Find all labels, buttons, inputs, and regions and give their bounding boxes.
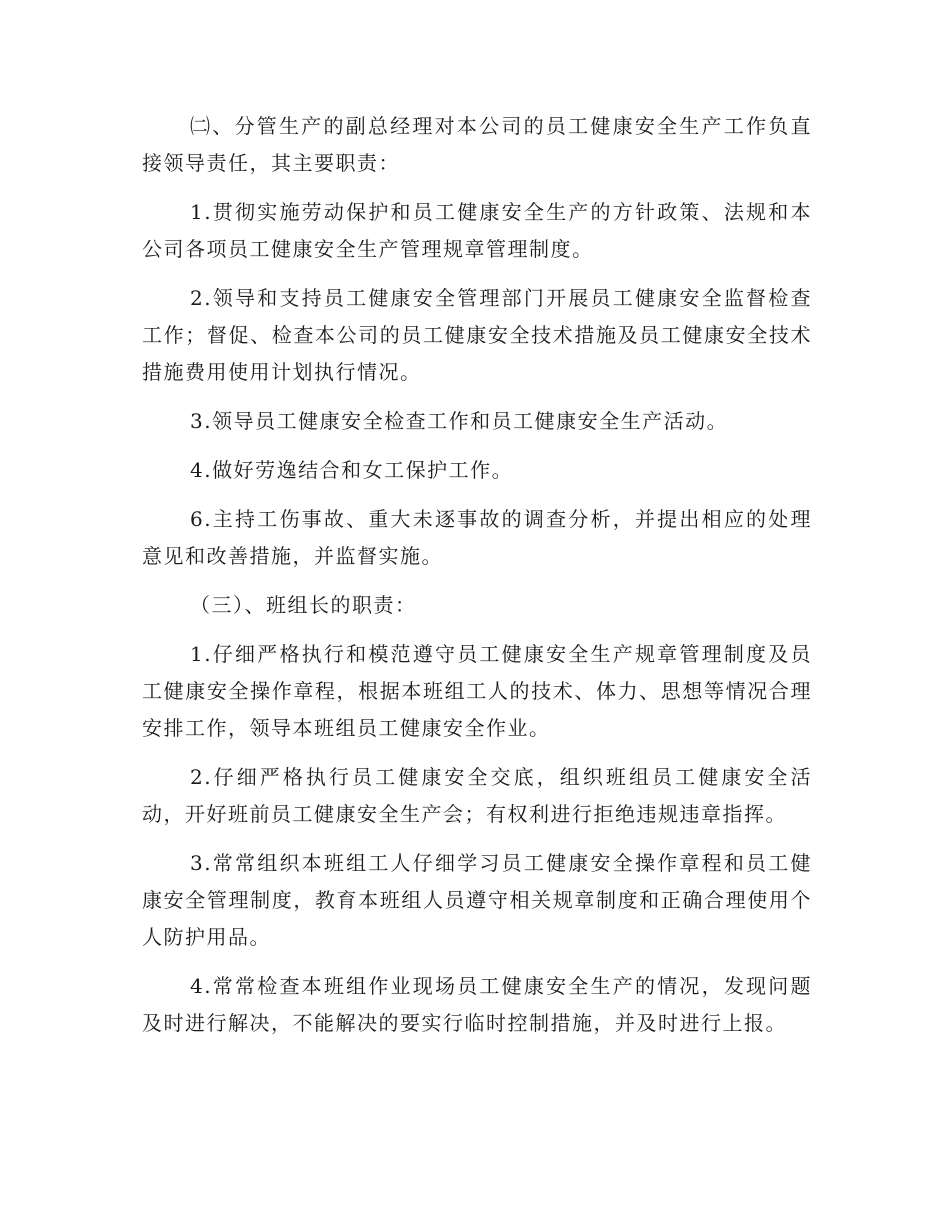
document-page (142, 108, 812, 1054)
paragraph-team-leader-item-4: 4.常常检查本班组作业现场员工健康安全生产的情况，发现问题及时进行解决，不能解决的要实行临时控制措施，并及时进行上报。 (142, 974, 812, 1035)
paragraph-item-2: 2.领导和支持员工健康安全管理部门开展员工健康安全监督检查工作；督促、检查本公司的员工健康安全技术措施及员工健康安全技术措施费用使用计划执行情况。 (142, 286, 812, 384)
paragraph-team-leader-item-2: 2.仔细严格执行员工健康安全交底，组织班组员工健康安全活动，开好班前员工健康安全生产会；有权利进行拒绝违规违章指挥。 (142, 765, 812, 826)
paragraph-section-3-heading: （三）、班组长的职责： (190, 593, 417, 617)
paragraph-section-2-heading: ㈡、分管生产的副总经理对本公司的员工健康安全生产工作负直接领导责任，其主要职责： (142, 114, 812, 175)
paragraph-item-1: 1.贯彻实施劳动保护和员工健康安全生产的方针政策、法规和本公司各项员工健康安全生产管理规章管理制度。 (142, 200, 812, 261)
paragraph-item-4: 4.做好劳逸结合和女工保护工作。 (190, 458, 514, 482)
paragraph-item-3: 3.领导员工健康安全检查工作和员工健康安全生产活动。 (190, 409, 729, 433)
paragraph-item-6: 6.主持工伤事故、重大未逐事故的调查分析，并提出相应的处理意见和改善措施，并监督实施。 (142, 507, 812, 568)
paragraph-team-leader-item-3: 3.常常组织本班组工人仔细学习员工健康安全操作章程和员工健康安全管理制度，教育本班组人员遵守相关规章制度和正确合理使用个人防护用品。 (142, 851, 812, 949)
paragraph-team-leader-item-1: 1.仔细严格执行和模范遵守员工健康安全生产规章管理制度及员工健康安全操作章程，根据本班组工人的技术、体力、思想等情况合理安排工作，领导本班组员工健康安全作业。 (142, 642, 812, 740)
